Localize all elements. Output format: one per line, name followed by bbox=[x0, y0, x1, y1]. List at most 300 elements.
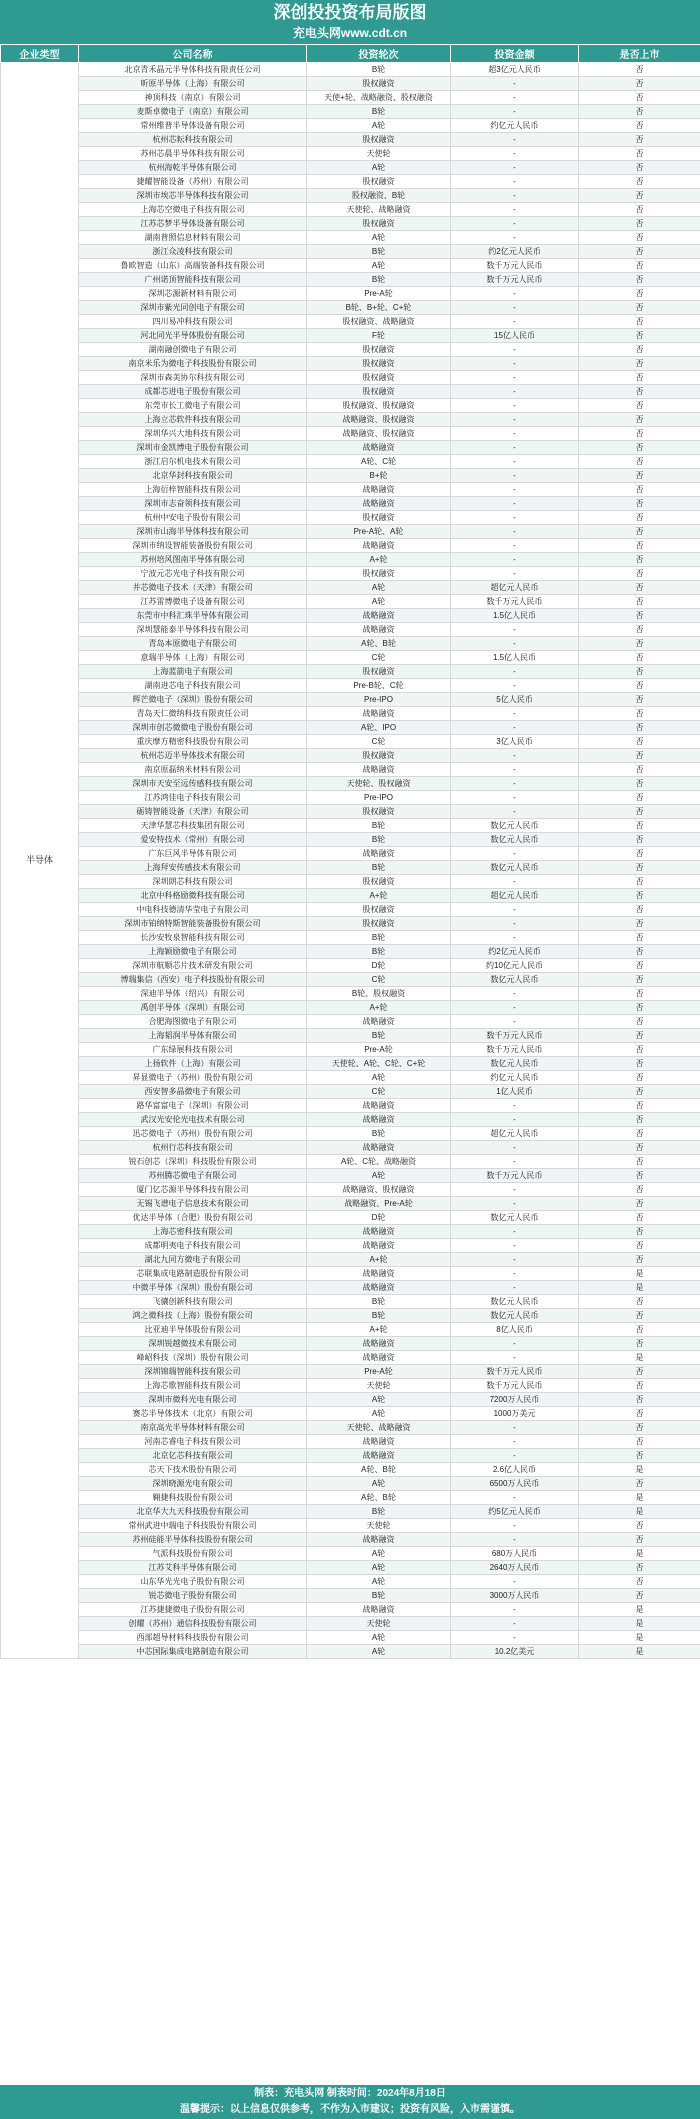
company-name-cell: 浙江启尔机电技术有限公司 bbox=[79, 455, 307, 469]
round-cell: A轮 bbox=[307, 1547, 451, 1561]
listed-cell: 否 bbox=[579, 1435, 700, 1449]
amount-cell: - bbox=[451, 1183, 579, 1197]
company-name-cell: 北京华封科技有限公司 bbox=[79, 469, 307, 483]
company-name-cell: 东莞市长工微电子有限公司 bbox=[79, 399, 307, 413]
amount-cell: - bbox=[451, 91, 579, 105]
round-cell: 股权融资 bbox=[307, 385, 451, 399]
header-amount: 投资金额 bbox=[451, 45, 579, 63]
table-row bbox=[1, 539, 700, 553]
company-name-cell: 广东绿展科技有限公司 bbox=[79, 1043, 307, 1057]
amount-cell: - bbox=[451, 931, 579, 945]
company-name-cell: 广东巨风半导体有限公司 bbox=[79, 847, 307, 861]
round-cell: 战略融资 bbox=[307, 1225, 451, 1239]
table-row bbox=[1, 805, 700, 819]
listed-cell: 否 bbox=[579, 427, 700, 441]
amount-cell: - bbox=[451, 455, 579, 469]
company-name-cell: 中电科技德清华莹电子有限公司 bbox=[79, 903, 307, 917]
header-round: 投资轮次 bbox=[307, 45, 451, 63]
listed-cell: 否 bbox=[579, 399, 700, 413]
amount-cell: - bbox=[451, 1001, 579, 1015]
amount-cell: 6500万人民币 bbox=[451, 1477, 579, 1491]
listed-cell: 否 bbox=[579, 945, 700, 959]
listed-cell: 否 bbox=[579, 413, 700, 427]
company-name-cell: 无锡飞谱电子信息技术有限公司 bbox=[79, 1197, 307, 1211]
company-name-cell: 深圳市纳设智能装备股份有限公司 bbox=[79, 539, 307, 553]
round-cell: 股权融资 bbox=[307, 567, 451, 581]
table-row bbox=[1, 1323, 700, 1337]
amount-cell: 1.5亿人民币 bbox=[451, 609, 579, 623]
table-row bbox=[1, 889, 700, 903]
company-name-cell: 四川易冲科技有限公司 bbox=[79, 315, 307, 329]
table-row bbox=[1, 133, 700, 147]
table-row bbox=[1, 1281, 700, 1295]
round-cell: A轮、B轮 bbox=[307, 1491, 451, 1505]
round-cell: 战略融资 bbox=[307, 483, 451, 497]
amount-cell: - bbox=[451, 511, 579, 525]
footer-credit: 制表：充电头网 制表时间：2024年8月18日 bbox=[254, 2088, 446, 2099]
amount-cell: 数亿元人民币 bbox=[451, 1295, 579, 1309]
header-company-name: 公司名称 bbox=[79, 45, 307, 63]
listed-cell: 否 bbox=[579, 63, 700, 77]
listed-cell: 是 bbox=[579, 1505, 700, 1519]
company-name-cell: 湖北九同方微电子有限公司 bbox=[79, 1253, 307, 1267]
company-name-cell: 麦斯卓微电子（南京）有限公司 bbox=[79, 105, 307, 119]
listed-cell: 是 bbox=[579, 1645, 700, 1659]
amount-cell: - bbox=[451, 679, 579, 693]
listed-cell: 否 bbox=[579, 847, 700, 861]
amount-cell: - bbox=[451, 917, 579, 931]
table-row bbox=[1, 63, 700, 77]
table-row bbox=[1, 497, 700, 511]
round-cell: A轮 bbox=[307, 1561, 451, 1575]
company-name-cell: 苏州腾芯微电子有限公司 bbox=[79, 1169, 307, 1183]
round-cell: 战略融资、Pre-A轮 bbox=[307, 1197, 451, 1211]
listed-cell: 否 bbox=[579, 1029, 700, 1043]
listed-cell: 否 bbox=[579, 553, 700, 567]
amount-cell: - bbox=[451, 875, 579, 889]
amount-cell: - bbox=[451, 707, 579, 721]
amount-cell: - bbox=[451, 1631, 579, 1645]
company-name-cell: 鲁欧智造（山东）高端装备科技有限公司 bbox=[79, 259, 307, 273]
amount-cell: - bbox=[451, 539, 579, 553]
round-cell: A轮 bbox=[307, 119, 451, 133]
table-row bbox=[1, 1379, 700, 1393]
company-name-cell: 苏州硅能半导体科技股份有限公司 bbox=[79, 1533, 307, 1547]
amount-cell: 超3亿元人民币 bbox=[451, 63, 579, 77]
listed-cell: 否 bbox=[579, 189, 700, 203]
listed-cell: 否 bbox=[579, 637, 700, 651]
table-row bbox=[1, 931, 700, 945]
table-row bbox=[1, 973, 700, 987]
amount-cell: - bbox=[451, 357, 579, 371]
company-name-cell: 深圳市创芯微微电子股份有限公司 bbox=[79, 721, 307, 735]
round-cell: B轮 bbox=[307, 1589, 451, 1603]
company-name-cell: 武汉光安伦光电技术有限公司 bbox=[79, 1113, 307, 1127]
round-cell: 股权融资 bbox=[307, 875, 451, 889]
round-cell: 战略融资 bbox=[307, 1141, 451, 1155]
company-name-cell: 江苏捷捷微电子股份有限公司 bbox=[79, 1603, 307, 1617]
round-cell: A轮 bbox=[307, 1645, 451, 1659]
listed-cell: 否 bbox=[579, 917, 700, 931]
company-name-cell: 深圳锦瑞智能科技有限公司 bbox=[79, 1365, 307, 1379]
company-name-cell: 天津华慧芯科技集团有限公司 bbox=[79, 819, 307, 833]
listed-cell: 否 bbox=[579, 679, 700, 693]
amount-cell: 数亿元人民币 bbox=[451, 861, 579, 875]
amount-cell: 数千万元人民币 bbox=[451, 1169, 579, 1183]
company-name-cell: 北京亿芯科技有限公司 bbox=[79, 1449, 307, 1463]
table-row bbox=[1, 623, 700, 637]
amount-cell: - bbox=[451, 777, 579, 791]
company-name-cell: 芯天下技术股份有限公司 bbox=[79, 1463, 307, 1477]
company-name-cell: 深圳市铂纳特斯智能装备股份有限公司 bbox=[79, 917, 307, 931]
company-name-cell: 昇显微电子（苏州）股份有限公司 bbox=[79, 1071, 307, 1085]
amount-cell: 数亿元人民币 bbox=[451, 1057, 579, 1071]
listed-cell: 否 bbox=[579, 987, 700, 1001]
table-row bbox=[1, 189, 700, 203]
listed-cell: 否 bbox=[579, 1113, 700, 1127]
table-row bbox=[1, 721, 700, 735]
listed-cell: 否 bbox=[579, 77, 700, 91]
company-name-cell: 翱捷科技股份有限公司 bbox=[79, 1491, 307, 1505]
round-cell: A轮、IPO bbox=[307, 721, 451, 735]
round-cell: A+轮 bbox=[307, 1323, 451, 1337]
page-title: 深创投投资布局版图 bbox=[273, 3, 427, 22]
listed-cell: 否 bbox=[579, 1589, 700, 1603]
company-name-cell: 博瑞集信（西安）电子科技股份有限公司 bbox=[79, 973, 307, 987]
listed-cell: 否 bbox=[579, 1057, 700, 1071]
amount-cell: 680万人民币 bbox=[451, 1547, 579, 1561]
table-row bbox=[1, 1393, 700, 1407]
company-name-cell: 广州诺顶智能科技有限公司 bbox=[79, 273, 307, 287]
company-name-cell: 常州维普半导体设备有限公司 bbox=[79, 119, 307, 133]
amount-cell: - bbox=[451, 315, 579, 329]
listed-cell: 否 bbox=[579, 791, 700, 805]
listed-cell: 否 bbox=[579, 1099, 700, 1113]
round-cell: 战略融资 bbox=[307, 1015, 451, 1029]
listed-cell: 否 bbox=[579, 889, 700, 903]
table-row bbox=[1, 1211, 700, 1225]
round-cell: 战略融资 bbox=[307, 763, 451, 777]
table-row bbox=[1, 301, 700, 315]
round-cell: 股权融资 bbox=[307, 805, 451, 819]
company-name-cell: 江苏芯梦半导体设备有限公司 bbox=[79, 217, 307, 231]
table-row bbox=[1, 287, 700, 301]
amount-cell: - bbox=[451, 1435, 579, 1449]
round-cell: B轮 bbox=[307, 1309, 451, 1323]
listed-cell: 否 bbox=[579, 1575, 700, 1589]
round-cell: 战略融资 bbox=[307, 1099, 451, 1113]
listed-cell: 是 bbox=[579, 1617, 700, 1631]
round-cell: B轮 bbox=[307, 273, 451, 287]
company-name-cell: 深圳市埃芯半导体科技有限公司 bbox=[79, 189, 307, 203]
amount-cell: - bbox=[451, 469, 579, 483]
company-name-cell: 路华富富电子（深圳）有限公司 bbox=[79, 1099, 307, 1113]
category-cell: 半导体 bbox=[1, 63, 79, 1659]
company-name-cell: 神顶科技（南京）有限公司 bbox=[79, 91, 307, 105]
listed-cell: 否 bbox=[579, 595, 700, 609]
table-row bbox=[1, 679, 700, 693]
round-cell: C轮 bbox=[307, 973, 451, 987]
amount-cell: - bbox=[451, 441, 579, 455]
round-cell: 天使+轮、战略融资、股权融资 bbox=[307, 91, 451, 105]
round-cell: 天使轮、战略融资 bbox=[307, 203, 451, 217]
amount-cell: 数千万元人民币 bbox=[451, 1043, 579, 1057]
table-row bbox=[1, 1225, 700, 1239]
amount-cell: 数千万元人民币 bbox=[451, 1365, 579, 1379]
table-row bbox=[1, 105, 700, 119]
table-row bbox=[1, 1365, 700, 1379]
listed-cell: 否 bbox=[579, 1295, 700, 1309]
listed-cell: 是 bbox=[579, 1491, 700, 1505]
listed-cell: 否 bbox=[579, 693, 700, 707]
table-row bbox=[1, 1183, 700, 1197]
round-cell: 天使轮、股权融资 bbox=[307, 777, 451, 791]
listed-cell: 是 bbox=[579, 1463, 700, 1477]
round-cell: 战略融资 bbox=[307, 1603, 451, 1617]
round-cell: 天使轮 bbox=[307, 1617, 451, 1631]
round-cell: A轮、B轮 bbox=[307, 637, 451, 651]
amount-cell: - bbox=[451, 301, 579, 315]
listed-cell: 是 bbox=[579, 1281, 700, 1295]
round-cell: B轮 bbox=[307, 945, 451, 959]
company-name-cell: 芯联集成电路制造股份有限公司 bbox=[79, 1267, 307, 1281]
round-cell: 战略融资 bbox=[307, 1239, 451, 1253]
amount-cell: - bbox=[451, 371, 579, 385]
round-cell: Pre-A轮 bbox=[307, 1365, 451, 1379]
round-cell: 战略融资 bbox=[307, 1267, 451, 1281]
company-name-cell: 鸿之微科技（上海）股份有限公司 bbox=[79, 1309, 307, 1323]
amount-cell: 约亿元人民币 bbox=[451, 1071, 579, 1085]
round-cell: A+轮 bbox=[307, 553, 451, 567]
listed-cell: 否 bbox=[579, 91, 700, 105]
round-cell: 战略融资 bbox=[307, 441, 451, 455]
listed-cell: 否 bbox=[579, 273, 700, 287]
amount-cell: 7200万人民币 bbox=[451, 1393, 579, 1407]
listed-cell: 否 bbox=[579, 581, 700, 595]
table-row bbox=[1, 1253, 700, 1267]
amount-cell: - bbox=[451, 1099, 579, 1113]
company-name-cell: 深圳市志奋领科技有限公司 bbox=[79, 497, 307, 511]
company-name-cell: 合肥海图微电子有限公司 bbox=[79, 1015, 307, 1029]
table-row bbox=[1, 1057, 700, 1071]
company-name-cell: 长沙安牧泉智能科技有限公司 bbox=[79, 931, 307, 945]
company-name-cell: 深圳慧能泰半导体科技有限公司 bbox=[79, 623, 307, 637]
round-cell: D轮 bbox=[307, 1211, 451, 1225]
round-cell: 战略融资 bbox=[307, 609, 451, 623]
company-name-cell: 优达半导体（合肥）股份有限公司 bbox=[79, 1211, 307, 1225]
round-cell: Pre-A轮、A轮 bbox=[307, 525, 451, 539]
round-cell: A+轮 bbox=[307, 1001, 451, 1015]
amount-cell: - bbox=[451, 385, 579, 399]
table-row bbox=[1, 861, 700, 875]
company-name-cell: 深圳华兴大地科技有限公司 bbox=[79, 427, 307, 441]
round-cell: 天使轮、战略融资 bbox=[307, 1421, 451, 1435]
table-row bbox=[1, 1421, 700, 1435]
amount-cell: - bbox=[451, 1015, 579, 1029]
table-row bbox=[1, 1043, 700, 1057]
company-name-cell: 创耀（苏州）通信科技股份有限公司 bbox=[79, 1617, 307, 1631]
table-row bbox=[1, 245, 700, 259]
company-name-cell: 杭州芯耘科技有限公司 bbox=[79, 133, 307, 147]
table-row bbox=[1, 875, 700, 889]
table-row bbox=[1, 609, 700, 623]
round-cell: A轮 bbox=[307, 1393, 451, 1407]
amount-cell: - bbox=[451, 805, 579, 819]
round-cell: 天使轮 bbox=[307, 1519, 451, 1533]
table-row bbox=[1, 1197, 700, 1211]
company-name-cell: 深圳市森美协尔科技有限公司 bbox=[79, 371, 307, 385]
listed-cell: 否 bbox=[579, 441, 700, 455]
company-name-cell: 西安智多晶微电子有限公司 bbox=[79, 1085, 307, 1099]
table-row bbox=[1, 483, 700, 497]
listed-cell: 否 bbox=[579, 1197, 700, 1211]
listed-cell: 否 bbox=[579, 175, 700, 189]
table-row bbox=[1, 175, 700, 189]
round-cell: B轮 bbox=[307, 1127, 451, 1141]
listed-cell: 否 bbox=[579, 1043, 700, 1057]
amount-cell: - bbox=[451, 217, 579, 231]
listed-cell: 否 bbox=[579, 1393, 700, 1407]
company-name-cell: 北京青禾晶元半导体科技有限责任公司 bbox=[79, 63, 307, 77]
company-name-cell: 宁波元芯光电子科技有限公司 bbox=[79, 567, 307, 581]
table-row bbox=[1, 203, 700, 217]
table-row bbox=[1, 217, 700, 231]
table-row bbox=[1, 1113, 700, 1127]
amount-cell: - bbox=[451, 623, 579, 637]
amount-cell: 数千万元人民币 bbox=[451, 273, 579, 287]
amount-cell: - bbox=[451, 161, 579, 175]
company-name-cell: 深圳晓源光电有限公司 bbox=[79, 1477, 307, 1491]
table-row bbox=[1, 567, 700, 581]
amount-cell: 2640万人民币 bbox=[451, 1561, 579, 1575]
amount-cell: - bbox=[451, 721, 579, 735]
table-row bbox=[1, 511, 700, 525]
company-name-cell: 深圳市微科光电有限公司 bbox=[79, 1393, 307, 1407]
amount-cell: - bbox=[451, 147, 579, 161]
round-cell: B轮 bbox=[307, 931, 451, 945]
round-cell: 股权融资 bbox=[307, 175, 451, 189]
round-cell: 战略融资 bbox=[307, 707, 451, 721]
listed-cell: 否 bbox=[579, 623, 700, 637]
round-cell: A轮、B轮 bbox=[307, 1463, 451, 1477]
table-row bbox=[1, 1295, 700, 1309]
table-row bbox=[1, 413, 700, 427]
table-row bbox=[1, 651, 700, 665]
round-cell: 股权融资 bbox=[307, 371, 451, 385]
table-row bbox=[1, 1575, 700, 1589]
header-banner bbox=[0, 0, 700, 44]
table-row bbox=[1, 1491, 700, 1505]
amount-cell: - bbox=[451, 665, 579, 679]
company-name-cell: 西部超导材料科技股份有限公司 bbox=[79, 1631, 307, 1645]
round-cell: 战略融资 bbox=[307, 1449, 451, 1463]
amount-cell: 约10亿元人民币 bbox=[451, 959, 579, 973]
listed-cell: 否 bbox=[579, 567, 700, 581]
listed-cell: 否 bbox=[579, 259, 700, 273]
footer-disclaimer: 温馨提示：以上信息仅供参考，不作为入市建议；投资有风险，入市需谨慎。 bbox=[180, 2104, 520, 2115]
listed-cell: 否 bbox=[579, 469, 700, 483]
table-row bbox=[1, 161, 700, 175]
amount-cell: - bbox=[451, 847, 579, 861]
listed-cell: 否 bbox=[579, 903, 700, 917]
table-row bbox=[1, 1085, 700, 1099]
listed-cell: 否 bbox=[579, 455, 700, 469]
table-row bbox=[1, 1239, 700, 1253]
listed-cell: 否 bbox=[579, 105, 700, 119]
round-cell: Pre-A轮 bbox=[307, 287, 451, 301]
listed-cell: 否 bbox=[579, 1337, 700, 1351]
company-name-cell: 比亚迪半导体股份有限公司 bbox=[79, 1323, 307, 1337]
company-name-cell: 锐石创芯（深圳）科技股份有限公司 bbox=[79, 1155, 307, 1169]
amount-cell: 约亿元人民币 bbox=[451, 119, 579, 133]
round-cell: C轮 bbox=[307, 651, 451, 665]
round-cell: A轮 bbox=[307, 231, 451, 245]
round-cell: 股权融资 bbox=[307, 511, 451, 525]
table-row bbox=[1, 1351, 700, 1365]
round-cell: B轮 bbox=[307, 861, 451, 875]
listed-cell: 否 bbox=[579, 959, 700, 973]
table-row bbox=[1, 455, 700, 469]
listed-cell: 否 bbox=[579, 721, 700, 735]
company-name-cell: 江苏雷博微电子设备有限公司 bbox=[79, 595, 307, 609]
round-cell: C轮 bbox=[307, 1085, 451, 1099]
amount-cell: - bbox=[451, 525, 579, 539]
amount-cell: - bbox=[451, 175, 579, 189]
listed-cell: 否 bbox=[579, 735, 700, 749]
company-name-cell: 上海立芯软件科技有限公司 bbox=[79, 413, 307, 427]
listed-cell: 否 bbox=[579, 931, 700, 945]
table-row bbox=[1, 1617, 700, 1631]
amount-cell: 约2亿元人民币 bbox=[451, 245, 579, 259]
company-name-cell: 东莞市中科汇珠半导体有限公司 bbox=[79, 609, 307, 623]
table-row bbox=[1, 903, 700, 917]
table-row bbox=[1, 1519, 700, 1533]
table-row bbox=[1, 371, 700, 385]
table-row bbox=[1, 1099, 700, 1113]
listed-cell: 否 bbox=[579, 1169, 700, 1183]
round-cell: 战略融资 bbox=[307, 1281, 451, 1295]
company-name-cell: 峰岹科技（深圳）股份有限公司 bbox=[79, 1351, 307, 1365]
round-cell: 战略融资 bbox=[307, 1337, 451, 1351]
table-row bbox=[1, 1407, 700, 1421]
listed-cell: 是 bbox=[579, 1267, 700, 1281]
table-header-row bbox=[1, 45, 700, 63]
table-row bbox=[1, 777, 700, 791]
round-cell: 战略融资 bbox=[307, 1533, 451, 1547]
amount-cell: - bbox=[451, 497, 579, 511]
amount-cell: - bbox=[451, 287, 579, 301]
amount-cell: - bbox=[451, 763, 579, 777]
round-cell: A轮、C轮 bbox=[307, 455, 451, 469]
amount-cell: - bbox=[451, 133, 579, 147]
table-row bbox=[1, 553, 700, 567]
amount-cell: 1000万美元 bbox=[451, 1407, 579, 1421]
company-name-cell: 河南芯睿电子科技有限公司 bbox=[79, 1435, 307, 1449]
table-row bbox=[1, 959, 700, 973]
table-row bbox=[1, 763, 700, 777]
table-row bbox=[1, 693, 700, 707]
round-cell: B轮 bbox=[307, 1505, 451, 1519]
company-name-cell: 深圳市航顺芯片技术研发有限公司 bbox=[79, 959, 307, 973]
round-cell: 股权融资、战略融资 bbox=[307, 315, 451, 329]
amount-cell: - bbox=[451, 203, 579, 217]
company-name-cell: 湖南普照信息材料有限公司 bbox=[79, 231, 307, 245]
round-cell: 股权融资 bbox=[307, 77, 451, 91]
amount-cell: - bbox=[451, 1267, 579, 1281]
round-cell: 战略融资 bbox=[307, 539, 451, 553]
amount-cell: 超亿元人民币 bbox=[451, 889, 579, 903]
company-name-cell: 井芯微电子技术（天津）有限公司 bbox=[79, 581, 307, 595]
